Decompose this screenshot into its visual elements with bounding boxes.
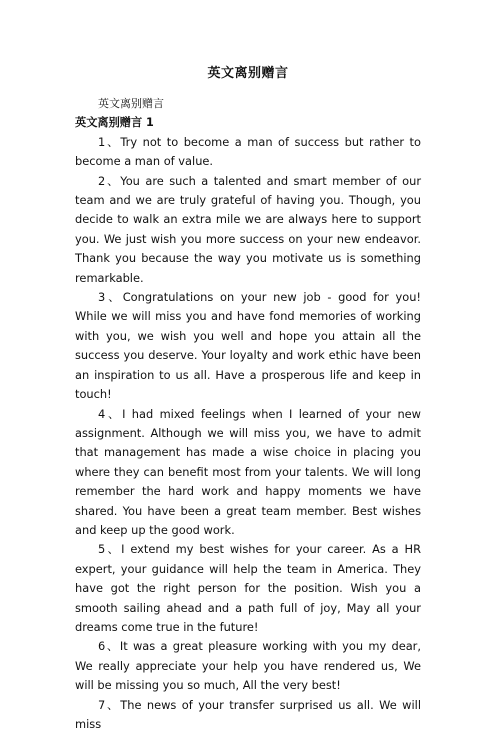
paragraph-4: 4、I had mixed feelings when I learned of your new assignment. Although we will miss you, we have to admit that management has made a wise choice in placing you where they can benefit most from your talents. We will long remember the hard work and happy moments we have shared. You have been a great team member. Best wishes and keep up the good work. <box>75 406 421 537</box>
paragraph-7: 7、The news of your transfer surprised us all. We will miss <box>75 697 421 731</box>
page-title: 英文离别赠言 <box>207 66 289 81</box>
paragraph-6: 6、It was a great pleasure working with you my dear, We really appreciate your help you have rendered us, We will be missing you so much, All the very best! <box>75 639 421 693</box>
paragraph-3: 3、Congratulations on your new job - good for you! While we will miss you and have fond memories of working with you, we wish you well and hope you attain all the success you deserve. Your loyalty and work ethic have been an inspiration to us all. Have a prosperous life and keep in touch! <box>75 290 421 402</box>
subtitle: 英文离别赠言 <box>98 97 164 110</box>
document-body <box>75 94 421 734</box>
paragraph-5: 5、I extend my best wishes for your career. As a HR expert, your guidance will help the team in America. They have got the right person for the position. Wish you a smooth sailing ahead and a path full of joy, May all your dreams come true in the future! <box>75 542 421 634</box>
paragraph-1: 1、Try not to become a man of success but rather to become a man of value. <box>75 134 421 169</box>
paragraph-2: 2、You are such a talented and smart member of our team and we are truly grateful of having you. Though, you decide to walk an extra mile we are always here to support you. We just wish you more success on your new endeavor. Thank you because the way you motivate us is something remarkable. <box>75 173 421 285</box>
section-heading: 英文离别赠言 1 <box>75 116 154 130</box>
